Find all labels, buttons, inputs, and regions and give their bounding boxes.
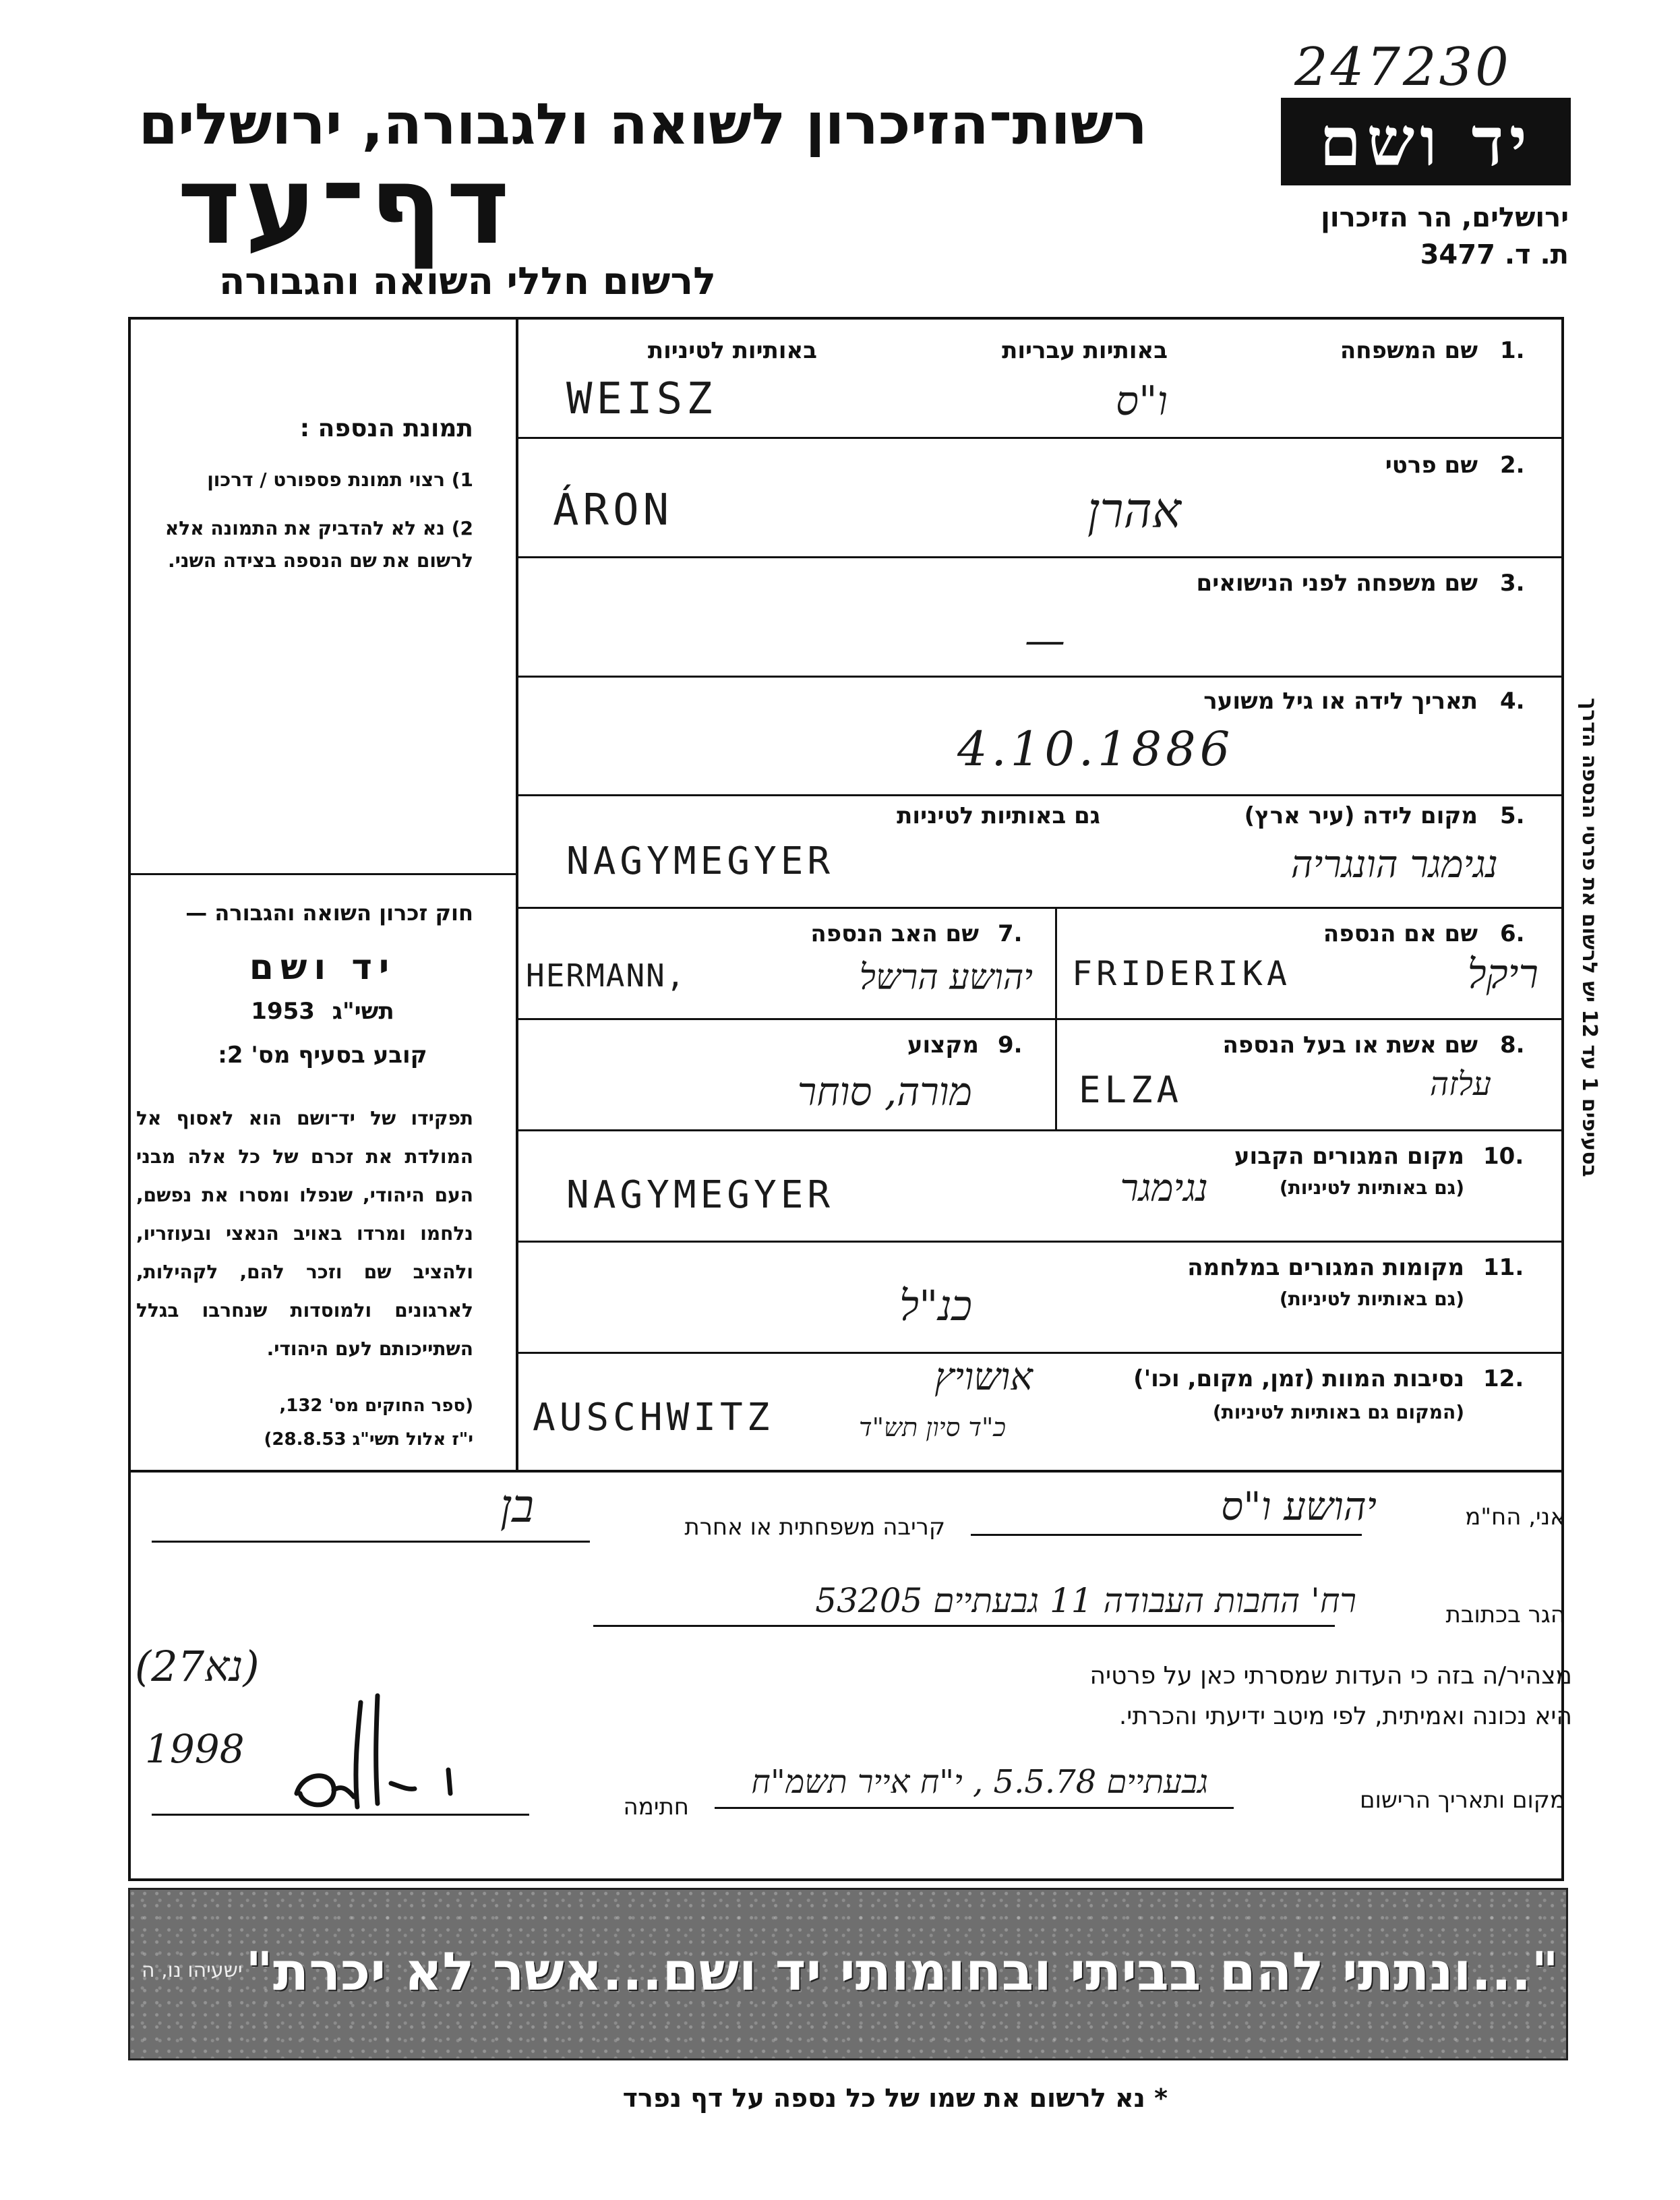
relation-value: בן	[500, 1480, 534, 1533]
place-date-value: גבעתיים 5.5.78 , י"ח אייר תשמ"ח	[751, 1763, 1208, 1801]
relation-underline	[152, 1541, 590, 1543]
law-year	[128, 998, 517, 1025]
field-1-value-hebrew: ו"ס	[1115, 378, 1168, 425]
law-date: י"ז אלול תשי"ג 28.8.53)	[264, 1429, 473, 1450]
logo-text: יד ושם	[1319, 102, 1532, 181]
row-line	[517, 556, 1564, 558]
law-name: יד ושם	[249, 947, 396, 988]
field-9-num: 9.	[998, 1032, 1023, 1059]
law-year-num: 1953	[251, 998, 315, 1025]
row-line	[517, 1352, 1564, 1354]
banner-source: ישעיהו נו, ה	[142, 1959, 243, 1982]
field-8-label: שם אשת או בעל הנספה	[1222, 1032, 1478, 1059]
field-10-value-latin: NAGYMEGYER	[566, 1173, 835, 1217]
field-5-latin-col: גם באותיות לטיניות	[897, 802, 1100, 829]
declarant-underline	[971, 1534, 1362, 1536]
row-line	[128, 1470, 1564, 1473]
law-reference: (ספר החוקים מס' 132,	[279, 1396, 473, 1416]
address-line-2: ת. ד. 3477	[1420, 239, 1569, 270]
field-1-latin-col: באותיות לטיניות	[647, 337, 817, 364]
field-5-value-latin: NAGYMEGYER	[566, 839, 835, 883]
signature-label: חתימה	[623, 1793, 689, 1820]
row-line	[517, 907, 1564, 909]
margin-instruction: בסעיפים 1 עד 12 יש לרשום את פרטי הנספה הדרך	[1578, 698, 1601, 1177]
field-11-label: מקומות המגורים במלחמה	[1187, 1254, 1464, 1281]
field-12-num: 12.	[1483, 1365, 1524, 1392]
field-12-label: נסיבות המוות (זמן, מקום, וכו')	[1133, 1365, 1464, 1392]
field-3-label: שם משפחה לפני הנישואים	[1196, 570, 1478, 597]
field-4-label: תאריך לידה או גיל משוער	[1203, 688, 1478, 715]
row-line	[517, 794, 1564, 796]
field-6-value-latin: FRIDERIKA	[1072, 954, 1291, 993]
record-number: 247230	[1294, 37, 1511, 98]
field-8-value-latin: ELZA	[1079, 1069, 1183, 1111]
field-5-value-hebrew: נגימגר הונגריה	[1290, 843, 1498, 887]
field-6-num: 6.	[1500, 920, 1525, 947]
law-year-heb: תשי"ג	[332, 998, 394, 1025]
photo-note-1: 1) רצוי תמונת פספורט / דרכון	[207, 469, 473, 491]
law-clause: קובע בסעיף מס' 2:	[218, 1042, 427, 1069]
field-3-value: —	[1025, 617, 1065, 664]
side-divider	[128, 873, 517, 875]
relation-label: קריבה משפחתית או אחרת	[684, 1514, 945, 1541]
field-5-num: 5.	[1500, 802, 1525, 829]
banner-quote: "...ונתתי להם בביתי ובחומותי יד ושם...אשר לא יכרת"	[245, 1942, 1559, 2002]
field-3-num: 3.	[1500, 570, 1525, 597]
signature-mark	[290, 1675, 465, 1817]
field-9-label: מקצוע	[907, 1032, 979, 1059]
field-2-num: 2.	[1500, 452, 1525, 479]
place-date-label: מקום ותאריך הרישום	[1360, 1787, 1565, 1814]
address-label: הגר בכתובת	[1445, 1601, 1565, 1628]
margin-note-2: 1998	[145, 1726, 245, 1772]
address-underline	[593, 1625, 1335, 1627]
footer-note: * נא לרשום את שמו של כל נספה על דף נפרד	[622, 2083, 1168, 2113]
field-6-value-hebrew: ריקל	[1467, 951, 1538, 998]
row-line	[517, 676, 1564, 678]
address-value: רח' החבות העבודה 11 גבעתיים 53205	[815, 1581, 1356, 1620]
law-title: חוק זכרון השואה והגבורה —	[185, 900, 473, 926]
declarant-name: יהושע ו"ס	[1221, 1483, 1377, 1529]
field-9-value-hebrew: מורה, סוחר	[797, 1069, 972, 1114]
statement-line-1: מצהיר/ה בזה כי העדות שמסרתי כאן על פרטיה	[1089, 1662, 1572, 1690]
law-text: תפקידו של יד־ושם הוא לאסוף אל המולדת את זכרם של כל אלה מבני העם היהודי, שנפלו ומסרו את נפשם, נלחמו ומרדו באויב הנאצי ובעוזריו, ולהציב שם וזכר להם, לקהילות, לארגונים ולמוסדות שנחרבו בגלל השתייכותם לעם היהודי.	[136, 1107, 473, 1360]
field-10-label: מקום המגורים הקבוע	[1234, 1143, 1464, 1170]
field-12-value-hebrew: אושויץ	[934, 1355, 1033, 1399]
column-divider	[516, 317, 518, 1470]
statement-line-2: היא נכונה ואמיתית, לפי מיטב ידיעתי והכרתי.	[1118, 1702, 1572, 1730]
field-7-label: שם האב הנספה	[810, 920, 979, 947]
field-12-sub: (המקום גם באותיות לטיניות)	[1212, 1401, 1464, 1423]
field-8-value-hebrew: עלזה	[1429, 1065, 1491, 1103]
address-line-1: ירושלים, הר הזיכרון	[1321, 202, 1569, 233]
margin-note-1: (27נא)	[135, 1642, 260, 1691]
field-2-label: שם פרטי	[1385, 452, 1478, 479]
photo-note-2: 2) נא לא להדביק את התמונה אלא לרשום את שם הנספה בצידה השני.	[164, 517, 473, 572]
place-date-underline	[715, 1807, 1234, 1809]
row-line	[517, 1241, 1564, 1243]
field-2-value-latin: ÁRON	[553, 485, 673, 535]
field-1-hebrew-col: באותיות עבריות	[1002, 337, 1168, 364]
form-title: דף־עד	[177, 142, 514, 268]
field-10-value-hebrew: נגימגר	[1120, 1166, 1208, 1210]
field-11-sub: (גם באותיות לטיניות)	[1279, 1288, 1464, 1310]
field-10-num: 10.	[1483, 1143, 1524, 1170]
field-12-value-date: כ"ד סיון תש"ד	[859, 1413, 1006, 1442]
field-1-value-latin: WEISZ	[566, 374, 717, 424]
field-4-value: 4.10.1886	[957, 721, 1234, 777]
org-title: רשות־הזיכרון לשואה ולגבורה, ירושלים	[138, 91, 1147, 157]
field-1-num: 1.	[1500, 337, 1525, 364]
declarant-label: אני, הח"מ	[1465, 1504, 1565, 1530]
yad-vashem-logo	[1281, 98, 1571, 185]
field-5-label: מקום לידה (עיר ארץ)	[1244, 802, 1478, 829]
field-11-value-hebrew: כנ"ל	[899, 1281, 972, 1330]
field-12-value-latin: AUSCHWITZ	[533, 1396, 774, 1439]
form-subtitle: לרשום חללי השואה והגבורה	[218, 260, 716, 303]
field-7-value-latin: HERMANN,	[526, 957, 686, 994]
field-7-value-hebrew: יהושע הרשל	[859, 957, 1033, 998]
row-line	[517, 1018, 1564, 1020]
field-10-sub: (גם באותיות לטיניות)	[1279, 1177, 1464, 1199]
field-8-num: 8.	[1500, 1032, 1525, 1059]
field-4-num: 4.	[1500, 688, 1525, 715]
row-line	[517, 1129, 1564, 1131]
row-line	[517, 437, 1564, 439]
field-2-value-hebrew: אהרן	[1087, 482, 1181, 539]
field-11-num: 11.	[1483, 1254, 1524, 1281]
field-7-num: 7.	[998, 920, 1023, 947]
field-1-label: שם המשפחה	[1340, 337, 1478, 364]
field-6-label: שם אם הנספה	[1323, 920, 1478, 947]
photo-title: תמונת הנספה :	[299, 415, 473, 442]
cell-divider	[1055, 907, 1057, 1129]
